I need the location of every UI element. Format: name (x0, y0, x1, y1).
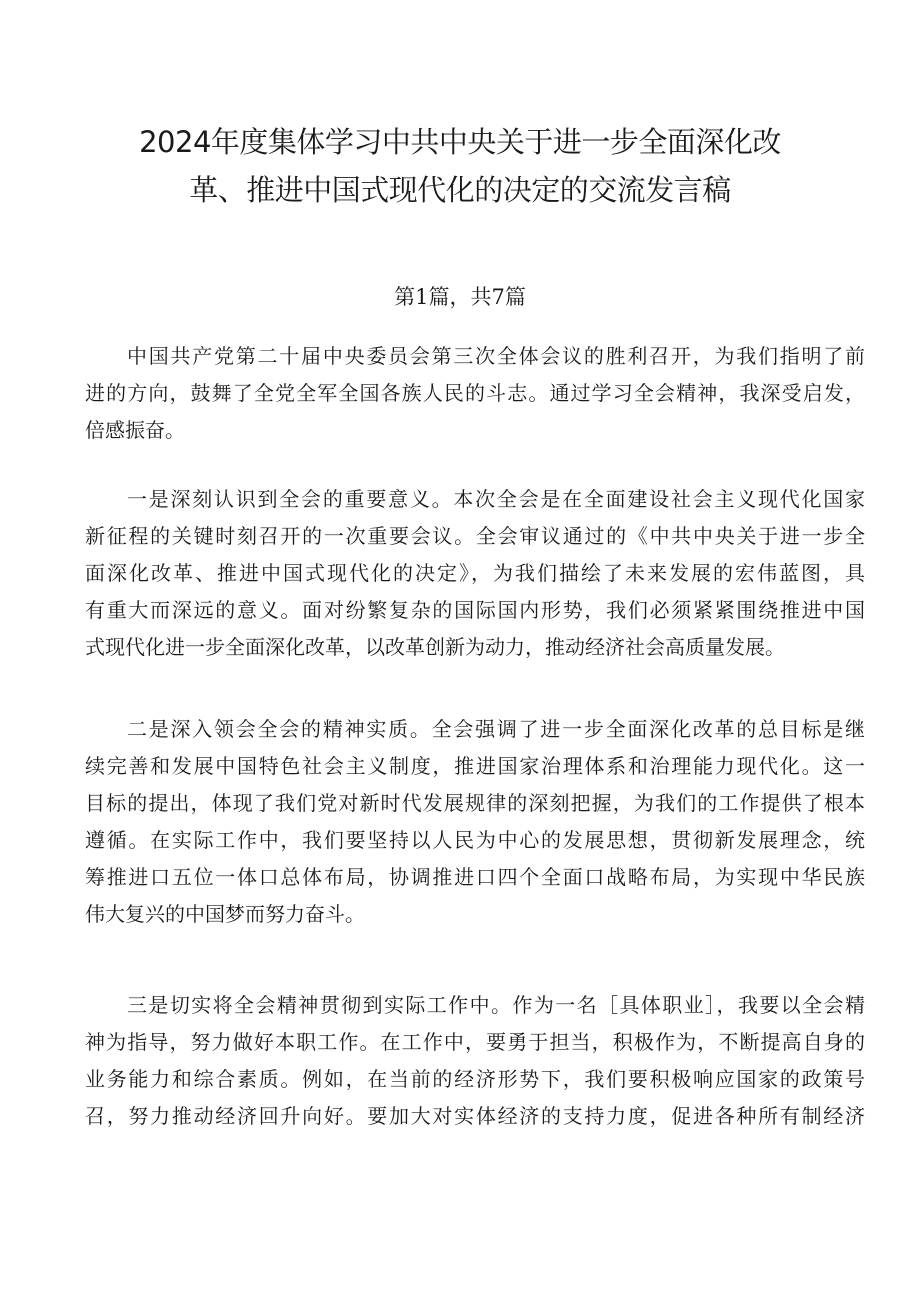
part-label: 第1篇，共7篇 (394, 285, 526, 309)
paragraph-line: 一是深刻认识到全会的重要意义。本次全会是在全面建设社会主义现代化国家 (127, 487, 865, 511)
paragraph-3 (85, 711, 865, 933)
document-title (100, 118, 820, 214)
paragraph-line: 目标的提出，体现了我们党对新时代发展规律的深刻把握，为我们的工作提供了根本 (85, 791, 865, 815)
paragraph-2 (85, 481, 865, 666)
paragraph-line: 进的方向，鼓舞了全党全军全国各族人民的斗志。通过学习全会精神，我深受启发， (85, 381, 865, 405)
paragraph-line: 召，努力推动经济回升向好。要加大对实体经济的支持力度，促进各种所有制经济 (85, 1104, 865, 1128)
paragraph-line: 面深化改革、推进中国式现代化的决定》，为我们描绘了未来发展的宏伟蓝图，具 (85, 561, 865, 585)
paragraph-line: 式现代化进一步全面深化改革，以改革创新为动力，推动经济社会高质量发展。 (85, 635, 785, 659)
paragraph-line: 业务能力和综合素质。例如，在当前的经济形势下，我们要积极响应国家的政策号 (85, 1067, 865, 1091)
paragraph-4 (85, 987, 865, 1135)
paragraph-line: 倍感振奋。 (85, 418, 185, 442)
paragraph-line: 筹推进口五位一体口总体布局，协调推进口四个全面口战略布局，为实现中华民族 (85, 865, 865, 889)
paragraph-line: 二是深入领会全会的精神实质。全会强调了进一步全面深化改革的总目标是继 (127, 717, 865, 741)
paragraph-line: 中国共产党第二十届中央委员会第三次全体会议的胜利召开，为我们指明了前 (127, 344, 865, 368)
title-line-1: 2024年度集体学习中共中央关于进一步全面深化改 (139, 125, 781, 159)
paragraph-line: 新征程的关键时刻召开的一次重要会议。全会审议通过的《中共中央关于进一步全 (85, 524, 865, 548)
paragraph-line: 三是切实将全会精神贯彻到实际工作中。作为一名［具体职业］，我要以全会精 (127, 993, 865, 1017)
paragraph-line: 续完善和发展中国特色社会主义制度，推进国家治理体系和治理能力现代化。这一 (85, 754, 865, 778)
paragraph-line: 神为指导，努力做好本职工作。在工作中，要勇于担当，积极作为，不断提高自身的 (85, 1030, 865, 1054)
paragraph-line: 伟大复兴的中国梦而努力奋斗。 (85, 902, 365, 926)
title-line-2: 革、推进中国式现代化的决定的交流发言稿 (189, 173, 731, 207)
paragraph-line: 有重大而深远的意义。面对纷繁复杂的国际国内形势，我们必须紧紧围绕推进中国 (85, 598, 865, 622)
paragraph-1 (85, 338, 865, 449)
paragraph-line: 遵循。在实际工作中，我们要坚持以人民为中心的发展思想，贯彻新发展理念，统 (85, 828, 865, 852)
